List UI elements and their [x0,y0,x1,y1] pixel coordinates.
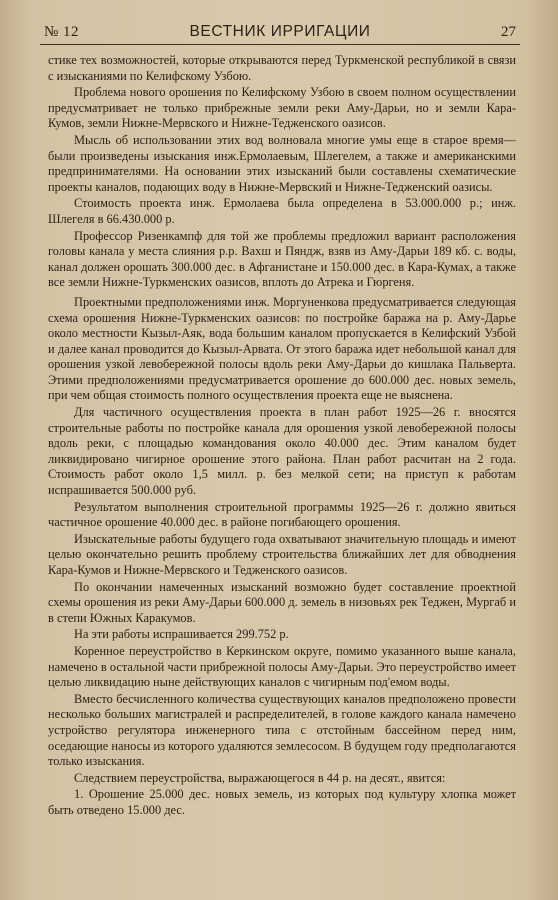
header-rule [40,44,520,45]
running-header [40,22,520,46]
journal-title: ВЕСТНИК ИРРИГАЦИИ [189,23,371,40]
paragraph: По окончании намеченных изысканий возможно будет составление проектной схемы орошения из реки Аму-Дарьи 600.000 д. земель в низовьях рек Теджен, Мургаб и в степи Южных Каракумов. [48,579,516,625]
issue-number: № 12 [44,24,80,40]
paragraph: Проблема нового орошения по Келифскому Узбою в своем полном осуществлении предусматривает не только прибрежные земли реки Аму-Дарьи, но и земли Кара-Кумов, земли Нижне-Мервского и Нижне-Тедженского оазисов. [48,85,516,131]
article-body [48,53,516,820]
paragraph: 1. Орошение 25.000 дес. новых земель, из которых под культуру хлопка может быть отведено 15.000 дес. [48,787,516,817]
paragraph: Вместо бесчисленного количества существующих каналов предположено провести несколько больших магистралей и распределителей, в голове каждого канала намечено устройство регулятора инженерного типа с отстойным бассейном перед ним, оседающие наносы из которого удаляются землесосом. В будущем году предполагаются только изыскания. [48,691,516,769]
paragraph: Изыскательные работы будущего года охватывают значительную площадь и имеют целью окончательно решить проблему строительства ближайших лет для обводнения Кара-Кумов и Нижне-Мервского и Тедженского оазисов. [48,531,516,577]
paragraph: Стоимость проекта инж. Ермолаева была определена в 53.000.000 р.; инж. Шлегеля в 66.430.000 р. [48,196,516,226]
paragraph: На эти работы испрашивается 299.752 р. [74,627,289,642]
paragraph: Для частичного осуществления проекта в план работ 1925—26 г. вносятся строительные работы по постройке канала для орошения узкой левобережной полосы вдоль реки, с площадью командования около 40.000 дес. Этим каналом будет ликвидировано чигирное орошение этого района. План работ расчитан на 2 года. Стоимость работ около 1,5 милл. р. без мелкой сети; на приступ к работам испрашивается 500.000 руб. [48,405,516,498]
paragraph: Профессор Ризенкампф для той же проблемы предложил вариант расположения головы канала у места слияния р.р. Вахш и Пяндж, взяв из Аму-Дарьи 189 кб. с. воды, канал должен орошать 300.000 дес. в Афганистане и 150.000 дес. в Кара-Кумах, а также все земли Нижне-Туркменских оазисов, вплоть до Атрека и Гюргеня. [48,228,516,290]
paragraph: Мысль об использовании этих вод волновала многие умы еще в старое время—были произведены изыскания инж.Ермолаевым, Шлегелем, а также и американскими предпринимателями. На основании этих изысканий были составлены схематические проекты каналов, подающих воду в Нижне-Мервский и Нижне-Тедженский оазисы. [48,132,516,194]
paragraph: Проектными предположениями инж. Моргуненкова предусматривается следующая схема орошения Нижне-Туркменских оазисов: по постройке баража на р. Аму-Дарье около местности Кызыл-Аяк, вода большим каналом пропускается в Келифский Узбой и далее канал проводится до Кызыл-Арвата. От этого баража идет небольшой канал для орошения узкой левобережной полосы вдоль реки Аму-Дарьи до кишлака Пальверта. Этими предположениями предусматривается орошение до 600.000 дес. новых земель, при чем общая стоимость полного осуществления проекта еще не выяснена. [48,294,516,403]
paragraph: Результатом выполнения строительной программы 1925—26 г. должно явиться частичное орошение 40.000 дес. в районе погибающего орошения. [48,499,516,530]
page-number: 27 [501,24,516,40]
paragraph: Коренное переустройство в Керкинском округе, помимо указанного выше канала, намечено в остальной части прибрежной полосы Аму-Дарьи. Это переустройство имеет целью ликвидацию ныне действующих каналов с чигирным под'емом воды. [48,643,516,690]
paragraph: стике тех возможностей, которые открываются перед Туркменской республикой в связи с изысканиями по Келифскому Узбою. [48,53,516,83]
paragraph: Следствием переустройства, выражающегося в 44 р. на десят., явится: [74,770,446,785]
